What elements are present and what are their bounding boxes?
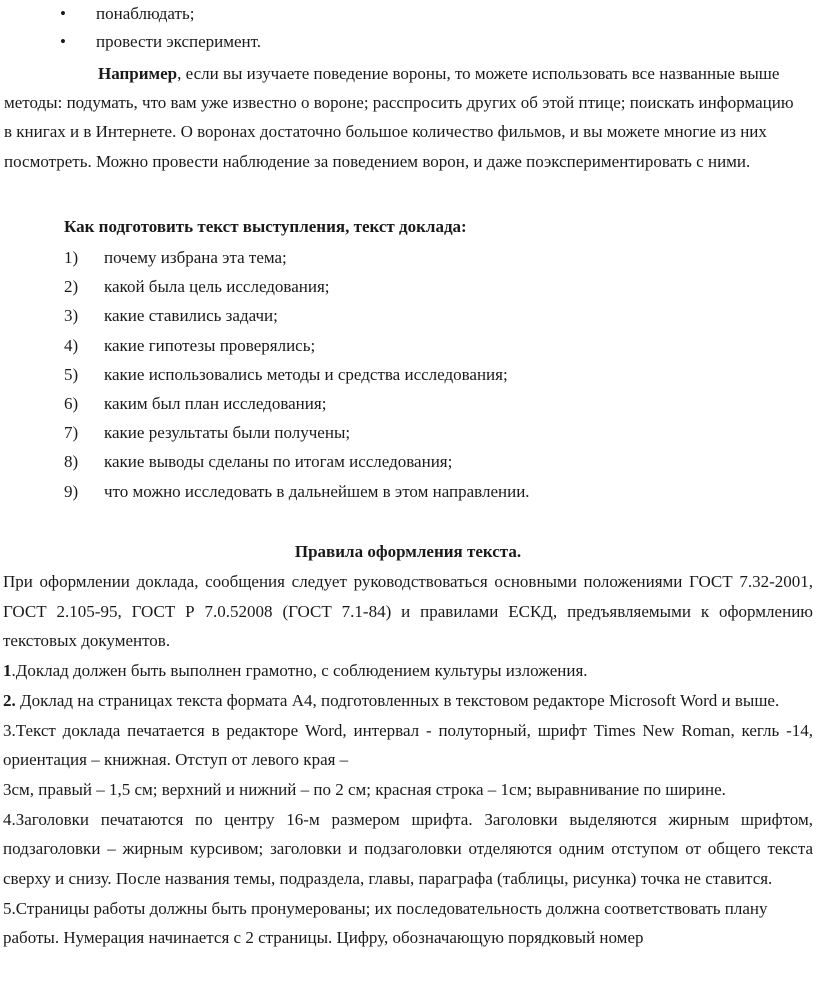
list-text: каким был план исследования;	[104, 393, 327, 413]
rule-3: 3.Текст доклада печатается в редакторе Word, интервал - полуторный, шрифт Times New Roman, кегль -14, ориентация – книжная. Отступ от левого края –	[3, 720, 813, 770]
list-item	[64, 477, 530, 506]
list-text: какие гипотезы проверялись;	[104, 335, 316, 355]
rule-2-text: Доклад на страницах текста формата А4, подготовленных в текстовом редакторе Microsoft Word и выше.	[15, 690, 780, 710]
list-number: 1)	[64, 248, 79, 267]
list-number: 5)	[64, 364, 79, 384]
bullet-text: провести эксперимент.	[96, 32, 262, 51]
rule-3-continued: 3см, правый – 1,5 см; верхний и нижний – по 2 см; красная строка – 1см; выравнивание по ширине.	[3, 779, 726, 799]
rules-heading: Правила оформления текста.	[294, 542, 522, 561]
rule-2	[3, 686, 813, 716]
rule-4: 4.Заголовки печатаются по центру 16-м размером шрифта. Заголовки выделяются жирным шрифтом, подзаголовки – жирным курсивом; заголовки и подзаголовки отделяются одним отступом от общего текста сверху и снизу. После названия темы, подраздела, главы, параграфа (таблицы, рисунка) точка не ставится.	[3, 809, 813, 889]
list-number: 8)	[64, 452, 79, 472]
list-number: 4)	[64, 335, 79, 355]
rule-1	[3, 656, 813, 686]
rule-2-number: 2.	[3, 690, 16, 710]
list-item	[64, 272, 530, 301]
bullet-item	[60, 28, 261, 56]
list-text: какие результаты были получены;	[104, 423, 351, 443]
report-heading: Как подготовить текст выступления, текст доклада:	[64, 217, 467, 236]
report-list	[64, 243, 530, 506]
list-item	[64, 243, 530, 272]
example-lead: Например	[98, 64, 178, 83]
rules-intro: При оформлении доклада, сообщения следует руководствоваться основными положениями ГОСТ 7.32-2001, ГОСТ 2.105-95, ГОСТ Р 7.0.52008 (ГОСТ 7.1-84) и правилами ЕСКД, предъявляемыми к оформлению текстовых документов.	[3, 572, 813, 651]
list-number: 2)	[64, 277, 79, 297]
list-number: 9)	[64, 481, 79, 501]
bullet-mark: •	[60, 4, 66, 23]
rule-1-number: 1	[3, 661, 12, 681]
list-item	[64, 301, 530, 330]
rule-1-text: .Доклад должен быть выполнен грамотно, с соблюдением культуры изложения.	[11, 661, 588, 681]
example-text: , если вы изучаете поведение вороны, то можете использовать все названные выше методы: подумать, что вам уже известно о вороне; расспросить других об этой птице; поискать информацию в книгах и в Интернете. О воронах достаточно большое количество фильмов, и вы можете многие из них посмотреть. Можно провести наблюдение за поведением ворон, и даже поэкспериментировать с ними.	[4, 64, 794, 171]
rules-section	[3, 567, 813, 953]
bullet-mark: •	[60, 32, 66, 51]
list-number: 3)	[64, 306, 79, 326]
list-number: 6)	[64, 393, 79, 413]
rule-5: 5.Страницы работы должны быть пронумерованы; их последовательность должна соответствовать плану работы. Нумерация начинается с 2 страницы. Цифру, обозначающую порядковый номер	[3, 898, 768, 948]
list-number: 7)	[64, 423, 79, 443]
example-paragraph	[4, 59, 804, 176]
list-text: какие ставились задачи;	[104, 306, 278, 326]
list-text: какие использовались методы и средства исследования;	[104, 364, 508, 384]
list-text: что можно исследовать в дальнейшем в этом направлении.	[104, 481, 530, 501]
list-item	[64, 331, 530, 360]
list-item	[64, 447, 530, 476]
bullet-text: понаблюдать;	[96, 4, 195, 23]
list-item	[64, 418, 530, 447]
list-item	[64, 389, 530, 418]
list-text: почему избрана эта тема;	[104, 248, 287, 267]
list-text: какой была цель исследования;	[104, 277, 330, 297]
list-text: какие выводы сделаны по итогам исследования;	[104, 452, 453, 472]
bullet-item	[60, 0, 194, 28]
list-item	[64, 360, 530, 389]
